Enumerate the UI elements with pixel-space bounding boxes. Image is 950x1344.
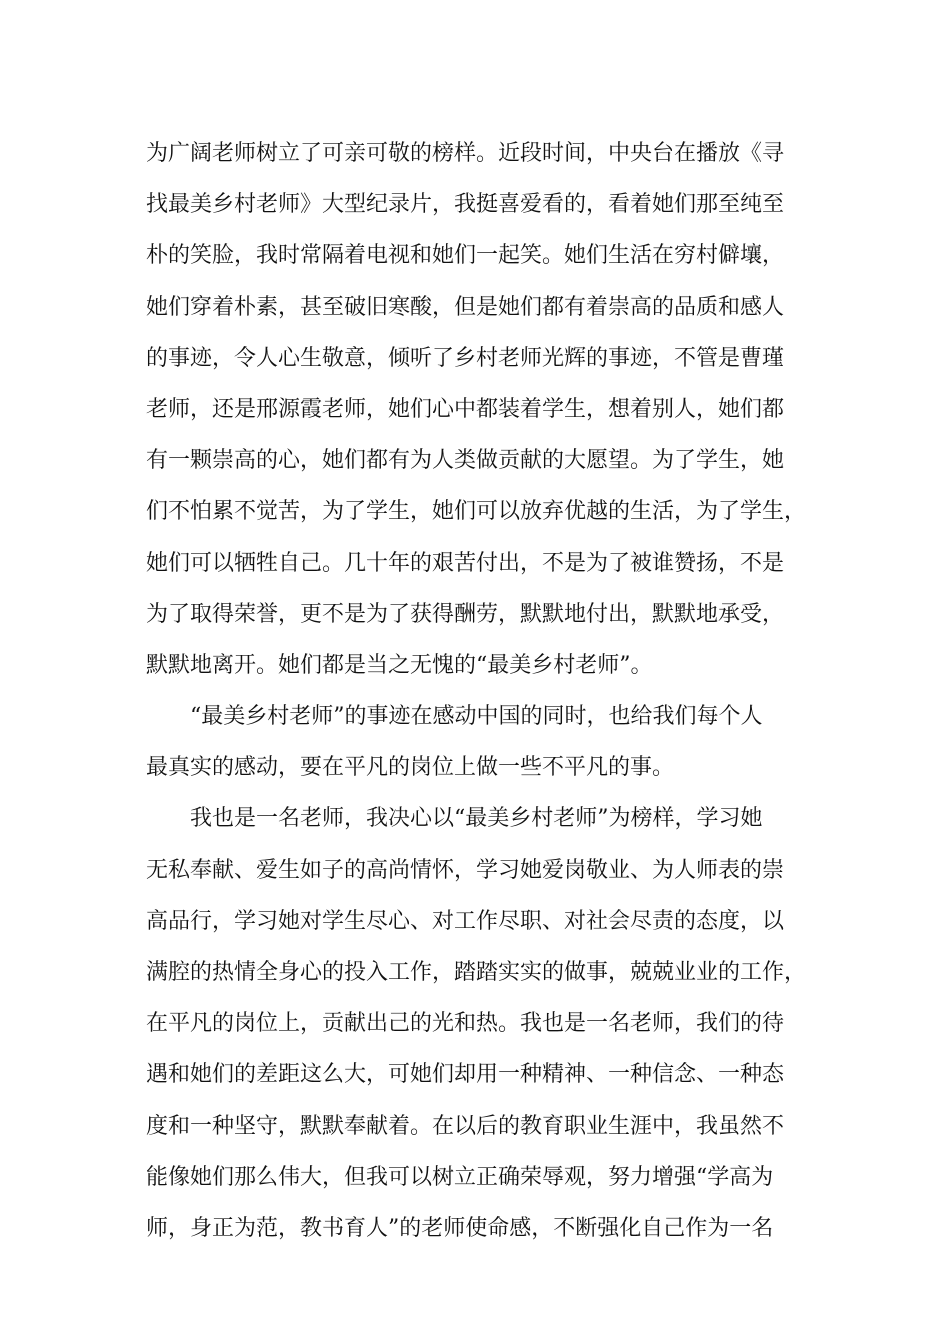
text-line: 她们穿着朴素，甚至破旧寒酸，但是她们都有着崇高的品质和感人 — [146, 294, 785, 320]
paragraph-1 — [146, 128, 826, 691]
text-line: 为了取得荣誉，更不是为了获得酬劳，默默地付出，默默地承受， — [146, 601, 785, 627]
text-line: 找最美乡村老师》大型纪录片，我挺喜爱看的，看着她们那至纯至 — [146, 192, 785, 218]
text-line: 默默地离开。她们都是当之无愧的“最美乡村老师”。 — [146, 652, 653, 678]
text-line: 无私奉献、爱生如子的高尚情怀，学习她爱岗敬业、为人师表的崇 — [146, 857, 785, 883]
text-line: 最真实的感动，要在平凡的岗位上做一些不平凡的事。 — [146, 755, 675, 781]
text-line: 我也是一名老师，我决心以“最美乡村老师”为榜样，学习她 — [190, 806, 763, 832]
text-line: 满腔的热情全身心的投入工作，踏踏实实的做事，兢兢业业的工作， — [146, 960, 807, 985]
text-line: 有一颗崇高的心，她们都有为人类做贡献的大愿望。为了学生，她 — [146, 448, 785, 474]
text-line: 高品行，学习她对学生尽心、对工作尽职、对社会尽责的态度，以 — [146, 908, 785, 934]
paragraph-2 — [146, 691, 826, 793]
text-line: “最美乡村老师”的事迹在感动中国的同时，也给我们每个人 — [190, 704, 763, 730]
text-line: 们不怕累不觉苦，为了学生，她们可以放弃优越的生活，为了学生， — [146, 499, 807, 525]
text-line: 师，身正为范，教书育人”的老师使命感，不断强化自己作为一名 — [146, 1215, 774, 1241]
text-line: 她们可以牺牲自己。几十年的艰苦付出，不是为了被谁赞扬，不是 — [146, 550, 785, 576]
text-line: 为广阔老师树立了可亲可敬的榜样。近段时间，中央台在播放《寻 — [146, 141, 785, 166]
body-text — [146, 128, 826, 1254]
text-line: 在平凡的岗位上，贡献出己的光和热。我也是一名老师，我们的待 — [146, 1011, 785, 1037]
text-line: 能像她们那么伟大，但我可以树立正确荣辱观，努力增强“学高为 — [146, 1164, 774, 1190]
text-line: 朴的笑脸，我时常隔着电视和她们一起笑。她们生活在穷村僻壤， — [146, 243, 785, 269]
text-line: 度和一种坚守，默默奉献着。在以后的教育职业生涯中，我虽然不 — [146, 1113, 785, 1139]
text-line: 老师，还是邢源霞老师，她们心中都装着学生，想着别人，她们都 — [146, 396, 785, 422]
text-line: 遇和她们的差距这么大，可她们却用一种精神、一种信念、一种态 — [146, 1062, 785, 1088]
paragraph-3 — [146, 793, 826, 1254]
text-line: 的事迹，令人心生敬意，倾听了乡村老师光辉的事迹，不管是曹瑾 — [146, 345, 785, 371]
